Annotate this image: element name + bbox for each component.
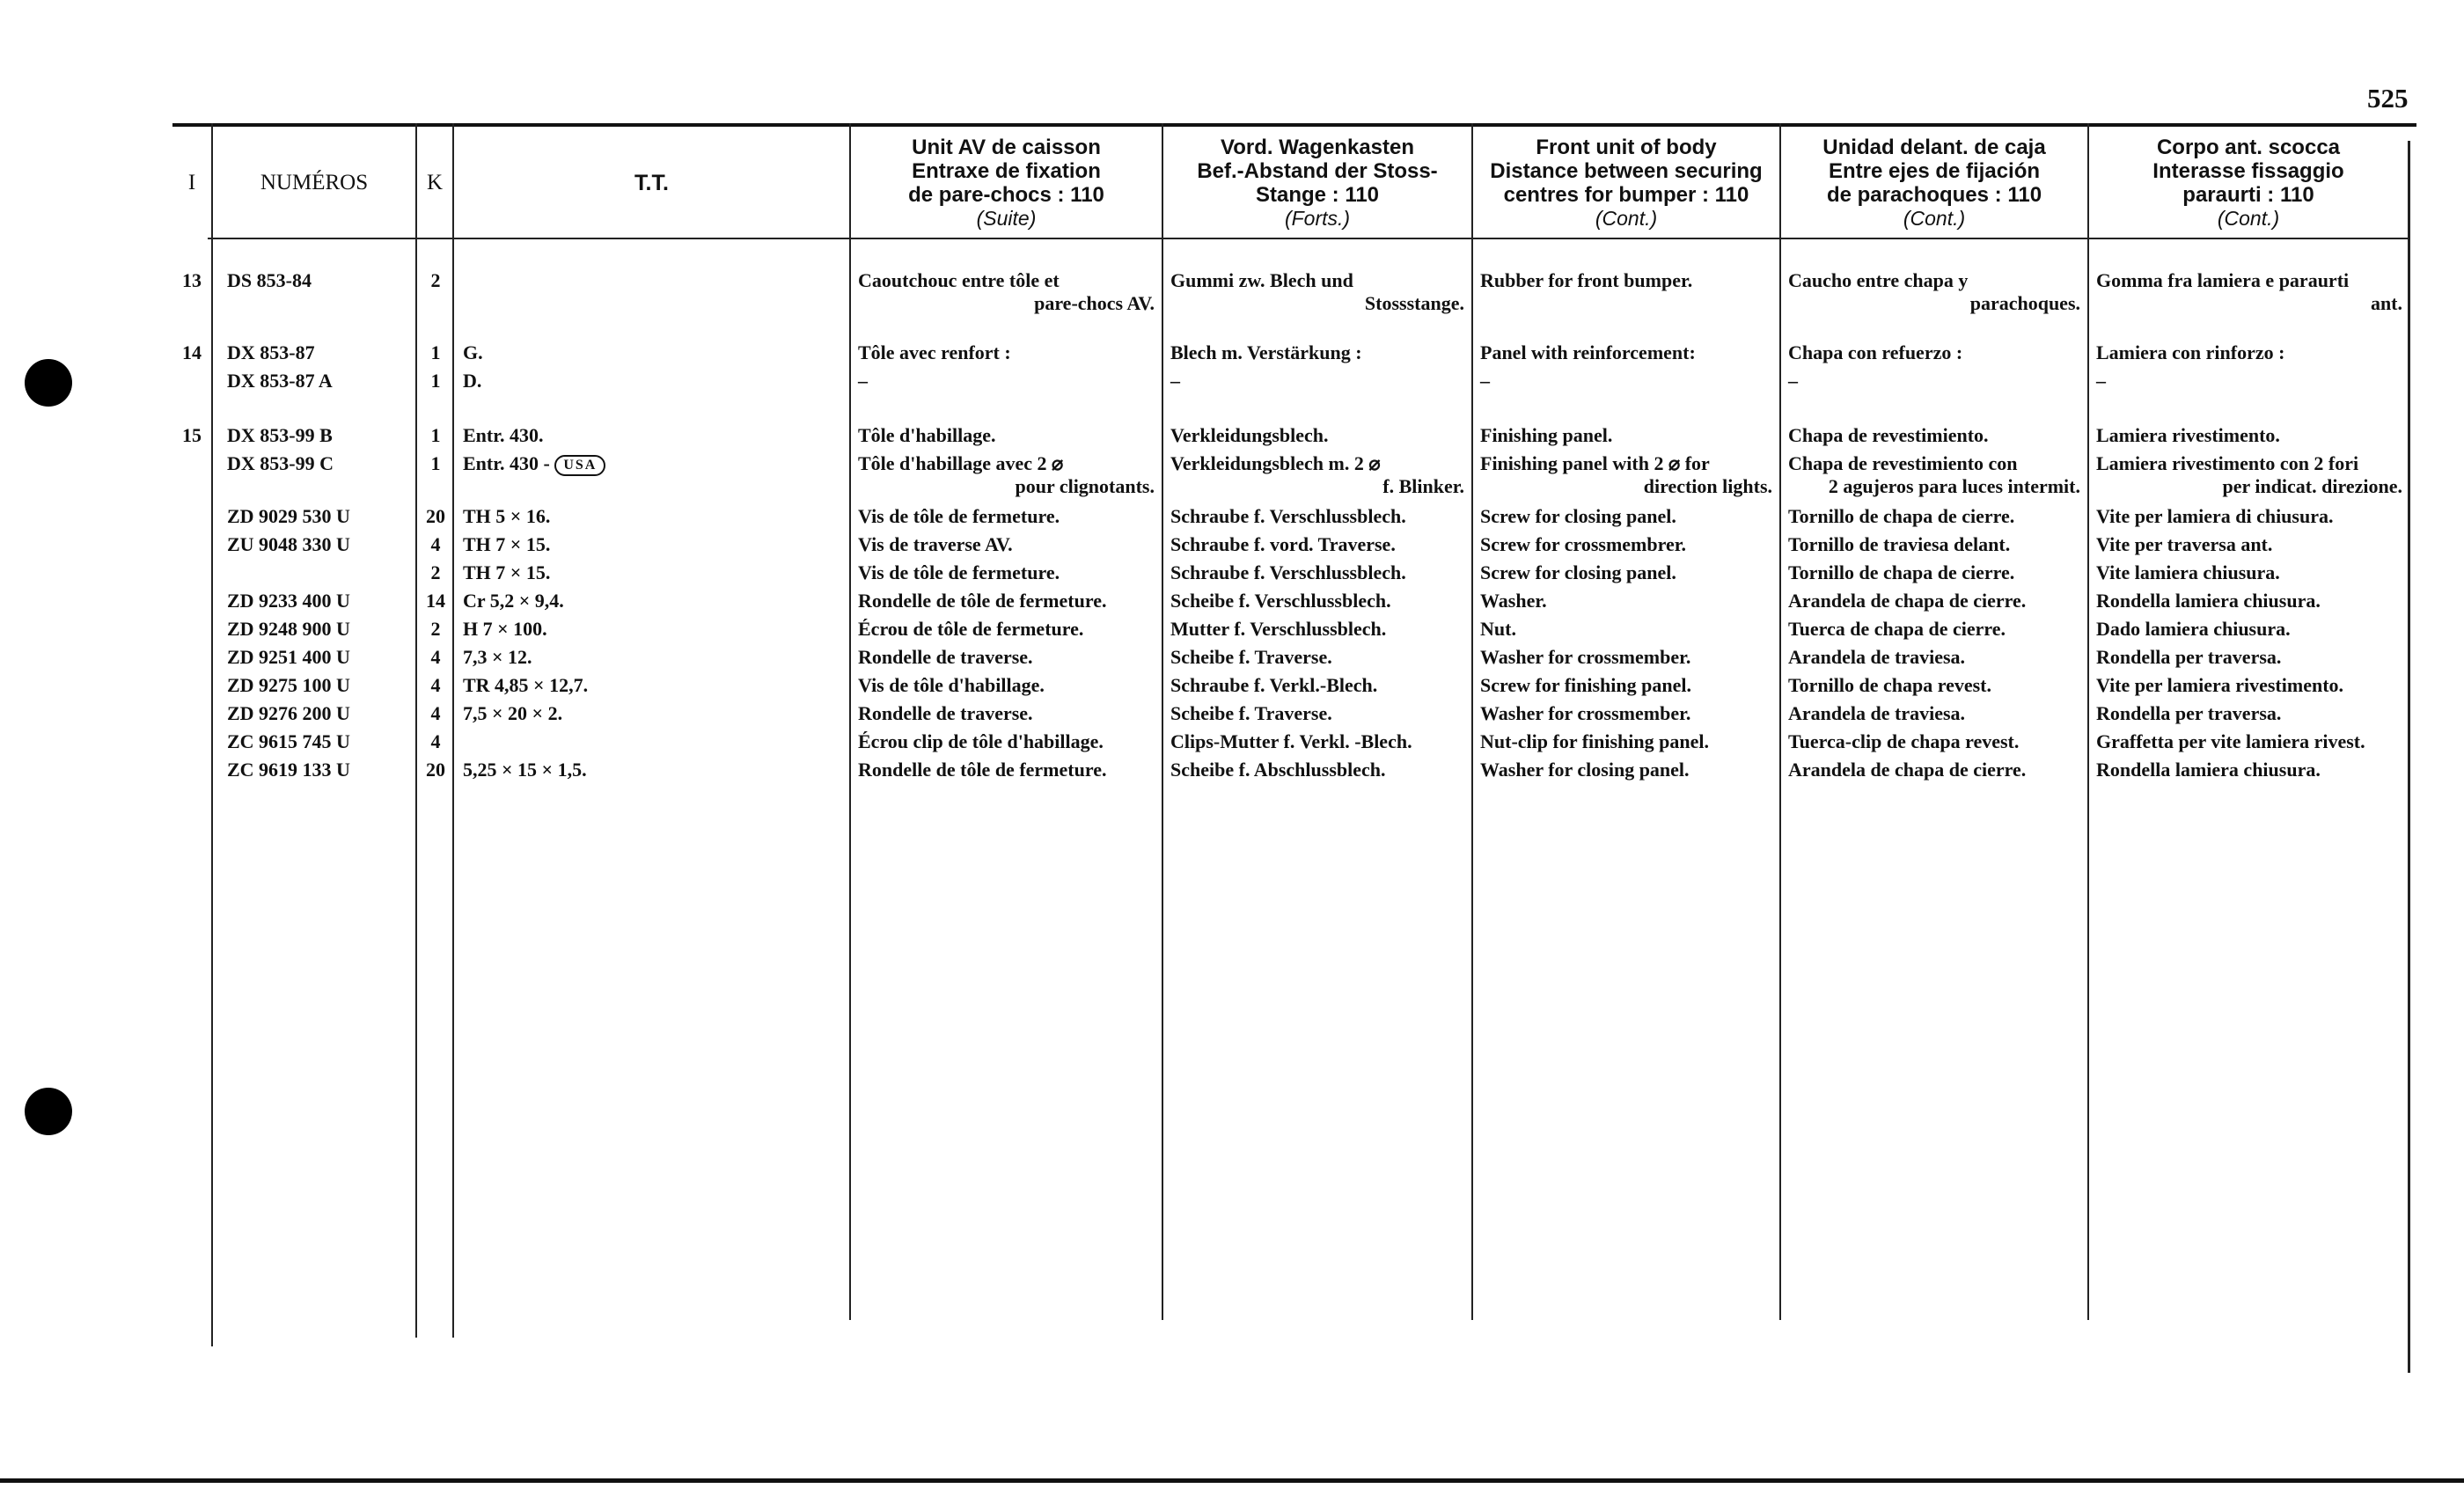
header-es-line: Unidad delant. de caja bbox=[1822, 136, 2046, 159]
cell-it bbox=[2096, 370, 2402, 392]
table-top-rule bbox=[172, 123, 2416, 127]
cell-es bbox=[1788, 269, 2080, 315]
cell-es-text: Arandela de chapa de cierre. bbox=[1788, 759, 2027, 781]
cell-num-text: ZD 9251 400 U bbox=[227, 646, 350, 668]
cell-num-text: ZC 9619 133 U bbox=[227, 759, 350, 781]
cell-k bbox=[421, 646, 451, 669]
cell-tt bbox=[463, 452, 841, 476]
cell-tt bbox=[463, 646, 841, 669]
cell-es-text: Tornillo de chapa de cierre. bbox=[1788, 561, 2015, 583]
cell-fr bbox=[858, 618, 1155, 641]
header-fr-line: de pare-chocs : 110 bbox=[908, 183, 1104, 207]
cell-fr bbox=[858, 533, 1155, 556]
cell-es-text: Arandela de chapa de cierre. bbox=[1788, 590, 2027, 612]
cell-en-text: Washer for crossmember. bbox=[1480, 646, 1691, 668]
cell-it bbox=[2096, 452, 2402, 498]
cell-en-text: Screw for finishing panel. bbox=[1480, 674, 1691, 696]
cell-fr bbox=[858, 452, 1155, 498]
header-tt: T.T. bbox=[634, 170, 669, 195]
cell-fr bbox=[858, 674, 1155, 697]
cell-es-text: Chapa de revestimiento con bbox=[1788, 452, 2018, 474]
header-es-line: de parachoques : 110 bbox=[1826, 183, 2042, 207]
cell-k-text: 2 bbox=[430, 618, 441, 640]
cell-num-text: ZC 9615 745 U bbox=[227, 730, 350, 752]
header-fr-line: Entraxe de fixation bbox=[912, 159, 1101, 183]
cell-de bbox=[1170, 341, 1464, 364]
cell-fr-text: Rondelle de tôle de fermeture. bbox=[858, 590, 1107, 612]
cell-num bbox=[227, 618, 414, 641]
cell-fr-text: Vis de tôle d'habillage. bbox=[858, 674, 1045, 696]
cell-es-text: Arandela de traviesa. bbox=[1788, 702, 1966, 724]
cell-en-text: Screw for closing panel. bbox=[1480, 561, 1676, 583]
cell-en-text: Washer for closing panel. bbox=[1480, 759, 1690, 781]
cell-tt bbox=[463, 702, 841, 725]
cell-num-text: ZU 9048 330 U bbox=[227, 533, 350, 555]
cell-fr-text: Rondelle de tôle de fermeture. bbox=[858, 759, 1107, 781]
cell-it-text: Vite lamiera chiusura. bbox=[2096, 561, 2280, 583]
cell-en bbox=[1480, 341, 1772, 364]
cell-it-text: Vite per lamiera di chiusura. bbox=[2096, 505, 2334, 527]
cell-de-text: Blech m. Verstärkung : bbox=[1170, 341, 1362, 363]
cell-k bbox=[421, 561, 451, 584]
cell-k bbox=[421, 269, 451, 292]
cell-es-text: Tornillo de chapa de cierre. bbox=[1788, 505, 2015, 527]
cell-de bbox=[1170, 618, 1464, 641]
cell-en bbox=[1480, 730, 1772, 753]
cell-it-text: – bbox=[2096, 370, 2106, 392]
cell-de-text: Gummi zw. Blech und bbox=[1170, 269, 1353, 291]
cell-num bbox=[227, 269, 414, 292]
cell-en bbox=[1480, 424, 1772, 447]
cell-num-text: ZD 9029 530 U bbox=[227, 505, 350, 527]
cell-num bbox=[227, 505, 414, 528]
cell-fr bbox=[858, 590, 1155, 612]
cell-it-text: Lamiera rivestimento con 2 fori bbox=[2096, 452, 2359, 474]
cell-num bbox=[227, 424, 414, 447]
cell-num bbox=[227, 674, 414, 697]
cell-tt-text: Entr. 430. bbox=[463, 424, 544, 446]
cell-num-text: ZD 9276 200 U bbox=[227, 702, 350, 724]
cell-tt-text: G. bbox=[463, 341, 483, 363]
cell-en-text: Finishing panel with 2 ⌀ for bbox=[1480, 452, 1710, 474]
column-divider bbox=[415, 123, 417, 1338]
cell-tt bbox=[463, 533, 841, 556]
cell-k bbox=[421, 618, 451, 641]
page-number: 525 bbox=[2367, 83, 2409, 114]
cell-de bbox=[1170, 759, 1464, 781]
cell-es bbox=[1788, 424, 2080, 447]
cell-fr-text: Vis de tôle de fermeture. bbox=[858, 561, 1060, 583]
cell-en bbox=[1480, 561, 1772, 584]
cell-fr bbox=[858, 424, 1155, 447]
cell-de bbox=[1170, 370, 1464, 392]
cell-fr bbox=[858, 561, 1155, 584]
cell-fr bbox=[858, 759, 1155, 781]
header-en bbox=[1473, 130, 1779, 236]
cell-es-text: Chapa con refuerzo : bbox=[1788, 341, 1963, 363]
cell-k-text: 1 bbox=[430, 452, 441, 474]
cell-fr-text: Caoutchouc entre tôle et bbox=[858, 269, 1060, 291]
cell-es-text: Tornillo de traviesa delant. bbox=[1788, 533, 2011, 555]
cell-en bbox=[1480, 702, 1772, 725]
cell-de bbox=[1170, 702, 1464, 725]
cell-i bbox=[176, 424, 208, 447]
cell-fr bbox=[858, 702, 1155, 725]
cell-num-text: DS 853-84 bbox=[227, 269, 312, 291]
cell-fr bbox=[858, 646, 1155, 669]
cell-en-text: Screw for closing panel. bbox=[1480, 505, 1676, 527]
cell-de bbox=[1170, 424, 1464, 447]
cell-fr-text: Tôle avec renfort : bbox=[858, 341, 1011, 363]
cell-it-text: Graffetta per vite lamiera rivest. bbox=[2096, 730, 2365, 752]
header-it-line: Corpo ant. scocca bbox=[2156, 136, 2341, 159]
cell-k-text: 2 bbox=[430, 561, 441, 583]
cell-tt-text: TH 7 × 15. bbox=[463, 561, 551, 583]
cell-fr bbox=[858, 505, 1155, 528]
cell-en bbox=[1480, 618, 1772, 641]
cell-num bbox=[227, 590, 414, 612]
header-es-line: Entre ejes de fijación bbox=[1828, 159, 2041, 183]
cell-k bbox=[421, 533, 451, 556]
cell-tt-text: Entr. 430 - bbox=[463, 452, 550, 474]
cell-k bbox=[421, 505, 451, 528]
cell-en bbox=[1480, 370, 1772, 392]
cell-es-continuation: parachoques. bbox=[1969, 292, 2080, 314]
cell-fr-text: Vis de traverse AV. bbox=[858, 533, 1013, 555]
cell-es bbox=[1788, 646, 2080, 669]
cell-num-text: ZD 9275 100 U bbox=[227, 674, 350, 696]
cell-es-text: Arandela de traviesa. bbox=[1788, 646, 1966, 668]
cell-en-text: Screw for crossmembrer. bbox=[1480, 533, 1686, 555]
cell-de-text: Schraube f. vord. Traverse. bbox=[1170, 533, 1396, 555]
cell-es-continuation: 2 agujeros para luces intermit. bbox=[1828, 475, 2080, 497]
cell-es-text: Caucho entre chapa y bbox=[1788, 269, 1969, 291]
cell-de-text: – bbox=[1170, 370, 1180, 392]
column-divider bbox=[1162, 123, 1163, 1320]
header-numeros: NUMÉROS bbox=[260, 171, 369, 194]
cell-num-text: DX 853-99 C bbox=[227, 452, 334, 474]
cell-tt-text: 7,3 × 12. bbox=[463, 646, 532, 668]
cell-tt bbox=[463, 370, 841, 392]
cell-it-text: Dado lamiera chiusura. bbox=[2096, 618, 2291, 640]
cell-fr bbox=[858, 341, 1155, 364]
cell-es-text: – bbox=[1788, 370, 1798, 392]
cell-en bbox=[1480, 590, 1772, 612]
cell-de bbox=[1170, 674, 1464, 697]
cell-de-text: Scheibe f. Abschlussblech. bbox=[1170, 759, 1386, 781]
cell-it bbox=[2096, 424, 2402, 447]
cell-num bbox=[227, 702, 414, 725]
header-en-line: Front unit of body bbox=[1536, 136, 1717, 159]
cell-it-text: Vite per traversa ant. bbox=[2096, 533, 2273, 555]
cell-k bbox=[421, 370, 451, 392]
cell-num bbox=[227, 533, 414, 556]
cell-tt bbox=[463, 590, 841, 612]
cell-es bbox=[1788, 370, 2080, 392]
cell-i-text: 14 bbox=[182, 341, 202, 363]
cell-de bbox=[1170, 561, 1464, 584]
cell-es bbox=[1788, 505, 2080, 528]
cell-k-text: 4 bbox=[430, 702, 441, 724]
cell-de bbox=[1170, 533, 1464, 556]
cell-it bbox=[2096, 269, 2402, 315]
header-it-line: (Cont.) bbox=[2217, 207, 2280, 230]
cell-de-text: Schraube f. Verkl.-Blech. bbox=[1170, 674, 1378, 696]
cell-it bbox=[2096, 561, 2402, 584]
cell-en bbox=[1480, 674, 1772, 697]
cell-en-text: Washer for crossmember. bbox=[1480, 702, 1691, 724]
cell-tt bbox=[463, 674, 841, 697]
cell-en-text: Washer. bbox=[1480, 590, 1547, 612]
cell-de-text: Verkleidungsblech m. 2 ⌀ bbox=[1170, 452, 1381, 474]
cell-it bbox=[2096, 702, 2402, 725]
cell-fr-continuation: pare-chocs AV. bbox=[1034, 292, 1155, 314]
cell-fr-text: Écrou clip de tôle d'habillage. bbox=[858, 730, 1104, 752]
page-bottom-rule bbox=[0, 1478, 2464, 1483]
cell-k-text: 2 bbox=[430, 269, 441, 291]
cell-it bbox=[2096, 590, 2402, 612]
cell-de bbox=[1170, 646, 1464, 669]
cell-k-text: 4 bbox=[430, 646, 441, 668]
cell-fr-text: Rondelle de traverse. bbox=[858, 702, 1033, 724]
cell-fr-text: Tôle d'habillage. bbox=[858, 424, 996, 446]
cell-fr-text: Rondelle de traverse. bbox=[858, 646, 1033, 668]
cell-k-text: 1 bbox=[430, 424, 441, 446]
cell-tt bbox=[463, 424, 841, 447]
header-de-line: (Forts.) bbox=[1284, 207, 1351, 230]
cell-k-text: 20 bbox=[426, 505, 445, 527]
column-divider bbox=[452, 123, 454, 1338]
cell-it bbox=[2096, 646, 2402, 669]
header-fr bbox=[851, 130, 1162, 236]
cell-en-text: Nut-clip for finishing panel. bbox=[1480, 730, 1709, 752]
cell-fr-text: Tôle d'habillage avec 2 ⌀ bbox=[858, 452, 1064, 474]
header-es-line: (Cont.) bbox=[1903, 207, 1966, 230]
cell-de bbox=[1170, 590, 1464, 612]
cell-en-text: Nut. bbox=[1480, 618, 1516, 640]
cell-num bbox=[227, 341, 414, 364]
cell-tt bbox=[463, 341, 841, 364]
cell-de bbox=[1170, 730, 1464, 753]
cell-k bbox=[421, 452, 451, 475]
header-fr-line: Unit AV de caisson bbox=[912, 136, 1101, 159]
cell-en-text: – bbox=[1480, 370, 1490, 392]
cell-de-text: Scheibe f. Traverse. bbox=[1170, 702, 1332, 724]
cell-de-text: Schraube f. Verschlussblech. bbox=[1170, 505, 1406, 527]
cell-num bbox=[227, 646, 414, 669]
cell-k-text: 4 bbox=[430, 533, 441, 555]
cell-it bbox=[2096, 533, 2402, 556]
cell-en bbox=[1480, 533, 1772, 556]
cell-tt bbox=[463, 505, 841, 528]
cell-k bbox=[421, 590, 451, 612]
cell-num-text: ZD 9248 900 U bbox=[227, 618, 350, 640]
cell-k bbox=[421, 674, 451, 697]
cell-es bbox=[1788, 341, 2080, 364]
header-en-line: (Cont.) bbox=[1595, 207, 1658, 230]
cell-tt-text: D. bbox=[463, 370, 482, 392]
cell-en bbox=[1480, 452, 1772, 498]
header-de-line: Stange : 110 bbox=[1255, 183, 1380, 207]
cell-it bbox=[2096, 730, 2402, 753]
cell-it-text: Rondella per traversa. bbox=[2096, 702, 2282, 724]
cell-es bbox=[1788, 730, 2080, 753]
cell-es-text: Tuerca-clip de chapa revest. bbox=[1788, 730, 2020, 752]
header-en-line: Distance between securing bbox=[1490, 159, 1763, 183]
cell-en bbox=[1480, 269, 1772, 292]
header-it-line: Interasse fissaggio bbox=[2152, 159, 2344, 183]
cell-en bbox=[1480, 505, 1772, 528]
cell-k-text: 14 bbox=[426, 590, 445, 612]
cell-de-text: Scheibe f. Verschlussblech. bbox=[1170, 590, 1391, 612]
cell-it bbox=[2096, 618, 2402, 641]
cell-es bbox=[1788, 674, 2080, 697]
cell-k bbox=[421, 341, 451, 364]
cell-it-text: Lamiera rivestimento. bbox=[2096, 424, 2280, 446]
column-divider bbox=[1471, 123, 1473, 1320]
cell-i-text: 15 bbox=[182, 424, 202, 446]
cell-it bbox=[2096, 674, 2402, 697]
cell-it-text: Rondella lamiera chiusura. bbox=[2096, 590, 2321, 612]
cell-en-text: Panel with reinforcement: bbox=[1480, 341, 1696, 363]
cell-tt-text: TH 7 × 15. bbox=[463, 533, 551, 555]
header-it-line: paraurti : 110 bbox=[2182, 183, 2314, 207]
cell-k-text: 4 bbox=[430, 674, 441, 696]
cell-k-text: 4 bbox=[430, 730, 441, 752]
cell-it bbox=[2096, 759, 2402, 781]
cell-num-text: DX 853-87 A bbox=[227, 370, 333, 392]
cell-de-continuation: f. Blinker. bbox=[1382, 475, 1464, 497]
cell-tt bbox=[463, 561, 841, 584]
cell-es-text: Chapa de revestimiento. bbox=[1788, 424, 1989, 446]
cell-it-text: Lamiera con rinforzo : bbox=[2096, 341, 2285, 363]
cell-es-text: Tornillo de chapa revest. bbox=[1788, 674, 1992, 696]
cell-en-continuation: direction lights. bbox=[1643, 475, 1772, 497]
cell-es bbox=[1788, 533, 2080, 556]
cell-k-text: 1 bbox=[430, 370, 441, 392]
cell-k bbox=[421, 759, 451, 781]
cell-fr-text: Écrou de tôle de fermeture. bbox=[858, 618, 1084, 640]
cell-de bbox=[1170, 269, 1464, 315]
cell-tt bbox=[463, 618, 841, 641]
header-it bbox=[2089, 130, 2408, 236]
cell-k-text: 20 bbox=[426, 759, 445, 781]
cell-i bbox=[176, 341, 208, 364]
column-divider bbox=[849, 123, 851, 1320]
cell-it-continuation: ant. bbox=[2370, 292, 2402, 314]
cell-de-continuation: Stossstange. bbox=[1364, 292, 1464, 314]
cell-de bbox=[1170, 505, 1464, 528]
cell-num-text: DX 853-87 bbox=[227, 341, 315, 363]
cell-k bbox=[421, 424, 451, 447]
cell-tt-text: TH 5 × 16. bbox=[463, 505, 551, 527]
cell-tt bbox=[463, 759, 841, 781]
cell-i-text: 13 bbox=[182, 269, 202, 291]
cell-es bbox=[1788, 759, 2080, 781]
cell-num bbox=[227, 730, 414, 753]
cell-de-text: Scheibe f. Traverse. bbox=[1170, 646, 1332, 668]
cell-it-text: Rondella lamiera chiusura. bbox=[2096, 759, 2321, 781]
cell-tt-text: H 7 × 100. bbox=[463, 618, 547, 640]
cell-fr-continuation: pour clignotants. bbox=[1015, 475, 1155, 497]
cell-fr bbox=[858, 730, 1155, 753]
cell-en-text: Rubber for front bumper. bbox=[1480, 269, 1693, 291]
column-divider bbox=[2087, 123, 2089, 1320]
table-right-border bbox=[2408, 141, 2410, 1373]
header-es bbox=[1781, 130, 2087, 236]
header-i: I bbox=[187, 171, 196, 194]
cell-num-text: ZD 9233 400 U bbox=[227, 590, 350, 612]
header-de bbox=[1163, 130, 1471, 236]
cell-tt-text: TR 4,85 × 12,7. bbox=[463, 674, 589, 696]
header-bottom-rule bbox=[208, 238, 2408, 239]
cell-en bbox=[1480, 646, 1772, 669]
header-fr-line: (Suite) bbox=[976, 207, 1037, 230]
cell-en bbox=[1480, 759, 1772, 781]
header-de-line: Vord. Wagenkasten bbox=[1220, 136, 1415, 159]
cell-k bbox=[421, 702, 451, 725]
cell-de-text: Verkleidungsblech. bbox=[1170, 424, 1329, 446]
cell-k-text: 1 bbox=[430, 341, 441, 363]
cell-num bbox=[227, 452, 414, 475]
cell-es-text: Tuerca de chapa de cierre. bbox=[1788, 618, 2006, 640]
cell-tt-text: Cr 5,2 × 9,4. bbox=[463, 590, 564, 612]
cell-fr bbox=[858, 370, 1155, 392]
cell-de bbox=[1170, 452, 1464, 498]
cell-es bbox=[1788, 618, 2080, 641]
cell-num bbox=[227, 759, 414, 781]
cell-it-continuation: per indicat. direzione. bbox=[2222, 475, 2402, 497]
cell-en-text: Finishing panel. bbox=[1480, 424, 1613, 446]
column-divider bbox=[1779, 123, 1781, 1320]
cell-it bbox=[2096, 341, 2402, 364]
cell-es bbox=[1788, 561, 2080, 584]
cell-it-text: Gomma fra lamiera e paraurti bbox=[2096, 269, 2350, 291]
cell-es bbox=[1788, 590, 2080, 612]
usa-badge: USA bbox=[554, 455, 605, 476]
cell-it-text: Rondella per traversa. bbox=[2096, 646, 2282, 668]
cell-tt-text: 5,25 × 15 × 1,5. bbox=[463, 759, 587, 781]
cell-it bbox=[2096, 505, 2402, 528]
column-divider bbox=[211, 123, 213, 1346]
header-en-line: centres for bumper : 110 bbox=[1503, 183, 1749, 207]
cell-es bbox=[1788, 452, 2080, 498]
header-k: K bbox=[426, 171, 444, 194]
cell-de-text: Mutter f. Verschlussblech. bbox=[1170, 618, 1387, 640]
cell-de-text: Schraube f. Verschlussblech. bbox=[1170, 561, 1406, 583]
cell-de-text: Clips-Mutter f. Verkl. -Blech. bbox=[1170, 730, 1412, 752]
cell-es bbox=[1788, 702, 2080, 725]
cell-num bbox=[227, 370, 414, 392]
header-de-line: Bef.-Abstand der Stoss- bbox=[1197, 159, 1438, 183]
cell-fr bbox=[858, 269, 1155, 315]
cell-k bbox=[421, 730, 451, 753]
cell-i bbox=[176, 269, 208, 292]
cell-fr-text: Vis de tôle de fermeture. bbox=[858, 505, 1060, 527]
cell-fr-text: – bbox=[858, 370, 868, 392]
cell-it-text: Vite per lamiera rivestimento. bbox=[2096, 674, 2344, 696]
cell-num-text: DX 853-99 B bbox=[227, 424, 333, 446]
cell-tt-text: 7,5 × 20 × 2. bbox=[463, 702, 563, 724]
